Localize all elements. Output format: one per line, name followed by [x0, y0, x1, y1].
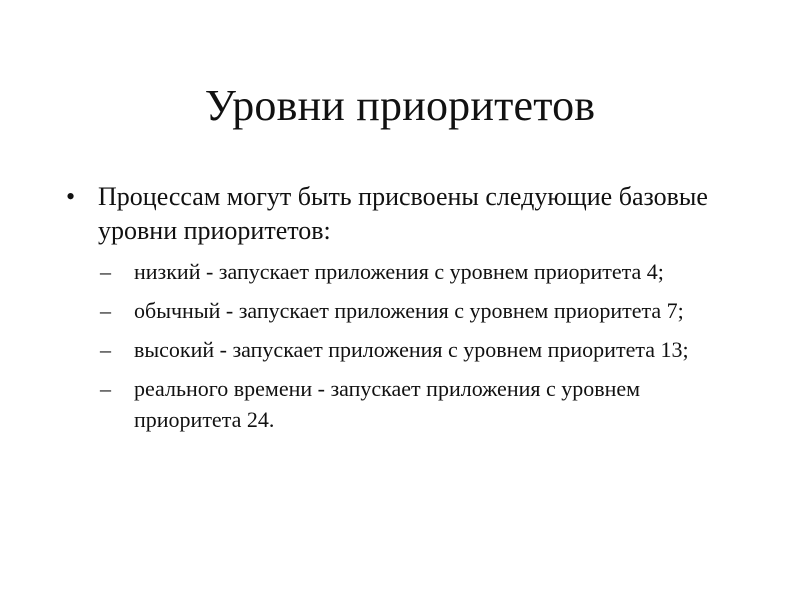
dash-marker: –: [100, 259, 111, 284]
subitem-text: обычный - запускает приложения с уровнем приоритета 7;: [134, 298, 684, 323]
subitem-realtime: [100, 373, 742, 435]
subitem-text: реального времени - запускает приложения с уровнем приоритета 24.: [134, 376, 641, 432]
subitem-text: низкий - запускает приложения с уровнем приоритета 4;: [134, 259, 664, 284]
bullet-text: Процессам могут быть присвоены следующие базовые уровни приоритетов:: [98, 182, 708, 245]
slide-content: [62, 180, 742, 435]
dash-marker: –: [100, 337, 111, 362]
subitem-list: [62, 256, 742, 435]
subitem-text: высокий - запускает приложения с уровнем приоритета 13;: [134, 337, 689, 362]
subitem-high: [100, 334, 742, 365]
slide-title: Уровни приоритетов: [204, 81, 596, 130]
dash-marker: –: [100, 376, 111, 401]
main-bullet: [62, 180, 742, 248]
dash-marker: –: [100, 298, 111, 323]
subitem-low: [100, 256, 742, 287]
bullet-marker: •: [66, 182, 76, 211]
subitem-normal: [100, 295, 742, 326]
